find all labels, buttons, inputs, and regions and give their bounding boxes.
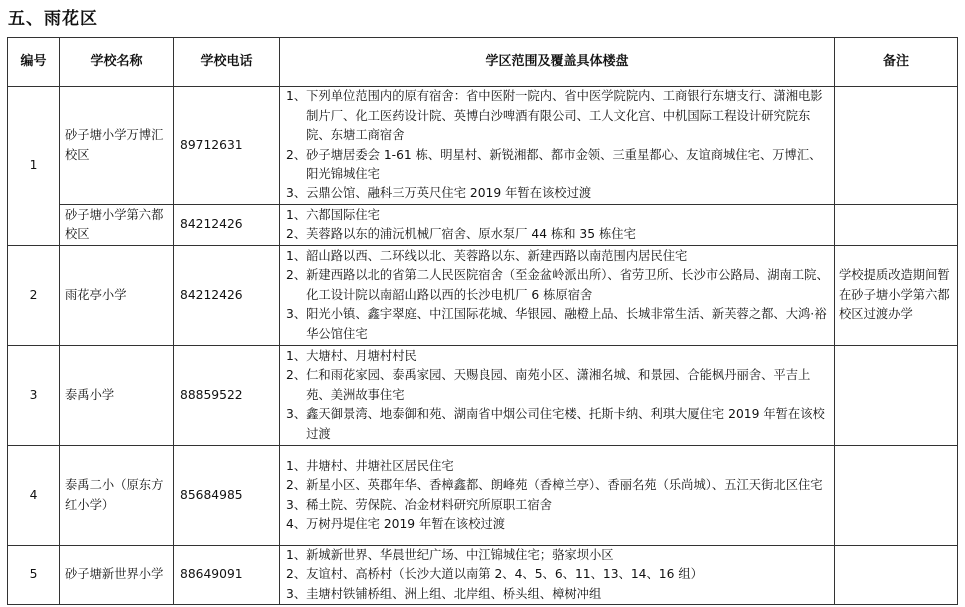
scope-item bbox=[286, 184, 830, 203]
scope-item bbox=[286, 496, 830, 515]
row-number: 4 bbox=[8, 446, 60, 546]
district-scope bbox=[280, 87, 835, 205]
scope-item-number: 2、 bbox=[286, 227, 307, 241]
header-school-tel: 学校电话 bbox=[174, 38, 280, 87]
scope-item-text: 六都国际住宅 bbox=[306, 207, 380, 222]
header-no: 编号 bbox=[8, 38, 60, 87]
table-row bbox=[8, 346, 958, 446]
scope-item-number: 1、 bbox=[286, 348, 307, 363]
scope-item-text: 仁和雨花家园、泰禹家园、天赐良园、南苑小区、潇湘名城、和景园、合能枫丹丽舍、平吉上苑、美洲故事住宅 bbox=[306, 368, 811, 402]
scope-item-text: 圭塘村铁铺桥组、洲上组、北岸组、桥头组、樟树冲组 bbox=[306, 586, 602, 601]
scope-item-number: 2、 bbox=[286, 478, 307, 493]
note: 学校提质改造期间暂在砂子塘小学第六都校区过渡办学 bbox=[835, 246, 958, 346]
school-name: 砂子塘小学万博汇校区 bbox=[60, 87, 174, 205]
school-district-table bbox=[7, 37, 958, 605]
scope-item bbox=[286, 515, 830, 534]
district-scope bbox=[280, 246, 835, 346]
scope-item bbox=[286, 266, 830, 305]
scope-item-number: 2、 bbox=[286, 368, 307, 383]
scope-item-number: 1、 bbox=[286, 548, 307, 562]
scope-item-text: 砂子塘居委会 1-61 栋、明星村、新锐湘都、都市金领、三重星都心、友谊商城住宅、万博汇、阳光锦城住宅 bbox=[306, 147, 822, 181]
scope-item-number: 2、 bbox=[286, 268, 307, 283]
note bbox=[835, 546, 958, 605]
scope-item-number: 4、 bbox=[286, 516, 307, 531]
school-tel: 88649091 bbox=[174, 546, 280, 605]
table-row bbox=[8, 246, 958, 346]
scope-item bbox=[286, 565, 830, 584]
school-tel: 89712631 bbox=[174, 87, 280, 205]
scope-item-text: 新建西路以北的省第二人民医院宿舍（至金盆岭派出所）、省劳卫所、长沙市公路局、湖南工院、化工设计院以南韶山路以西的长沙电机厂 6 栋原宿舍 bbox=[306, 268, 829, 302]
scope-item-number: 3、 bbox=[286, 407, 307, 422]
scope-item-number: 3、 bbox=[286, 186, 307, 201]
table-row bbox=[8, 546, 958, 605]
scope-item-number: 2、 bbox=[286, 147, 307, 162]
school-tel: 84212426 bbox=[174, 246, 280, 346]
scope-item bbox=[286, 476, 830, 495]
row-number: 1 bbox=[8, 87, 60, 246]
table-row bbox=[8, 87, 958, 205]
row-number: 5 bbox=[8, 546, 60, 605]
scope-item bbox=[286, 457, 830, 476]
school-name: 砂子塘小学第六都校区 bbox=[60, 205, 174, 246]
scope-item bbox=[286, 305, 830, 344]
scope-item-number: 3、 bbox=[286, 307, 307, 322]
scope-item-text: 友谊村、高桥村（长沙大道以南第 2、4、5、6、11、13、14、16 组） bbox=[306, 567, 703, 582]
scope-item bbox=[286, 87, 830, 145]
scope-item-number: 1、 bbox=[286, 207, 307, 222]
scope-item-number: 1、 bbox=[286, 89, 307, 104]
school-name: 砂子塘新世界小学 bbox=[60, 546, 174, 605]
scope-item bbox=[286, 225, 830, 244]
scope-item bbox=[286, 366, 830, 405]
school-name: 泰禹二小（原东方红小学） bbox=[60, 446, 174, 546]
scope-item-text: 井塘村、井塘社区居民住宅 bbox=[306, 458, 454, 473]
scope-item-text: 万树丹堤住宅 2019 年暂在该校过渡 bbox=[306, 516, 506, 531]
scope-item bbox=[286, 146, 830, 185]
scope-item-number: 1、 bbox=[286, 248, 307, 263]
row-number: 3 bbox=[8, 346, 60, 446]
district-scope bbox=[280, 446, 835, 546]
school-name: 雨花亭小学 bbox=[60, 246, 174, 346]
row-number: 2 bbox=[8, 246, 60, 346]
scope-item-number: 3、 bbox=[286, 497, 307, 512]
scope-item-text: 新星小区、英郡年华、香樟鑫都、朗峰苑（香樟兰亭）、香丽名苑（乐尚城）、五江天街北区住宅 bbox=[306, 478, 823, 493]
scope-item-text: 芙蓉路以东的浦沅机械厂宿舍、原水泵厂 44 栋和 35 栋住宅 bbox=[306, 227, 636, 241]
district-scope bbox=[280, 205, 835, 246]
note bbox=[835, 87, 958, 205]
school-tel: 88859522 bbox=[174, 346, 280, 446]
scope-item-text: 韶山路以西、二环线以北、芙蓉路以东、新建西路以南范围内居民住宅 bbox=[306, 248, 688, 263]
table-row bbox=[8, 446, 958, 546]
scope-item-number: 2、 bbox=[286, 567, 307, 582]
note bbox=[835, 205, 958, 246]
scope-item-text: 云鼎公馆、融科三万英尺住宅 2019 年暂在该校过渡 bbox=[306, 186, 592, 201]
scope-item-text: 稀土院、劳保院、冶金材料研究所原职工宿舍 bbox=[306, 497, 553, 512]
scope-item-text: 下列单位范围内的原有宿舍：省中医附一院内、省中医学院院内、工商银行东塘支行、潇湘电影制片厂、化工医药设计院、英博白沙啤酒有限公司、工人文化宫、中机国际工程设计研究院东院、东塘工商宿舍 bbox=[306, 89, 823, 143]
header-district-scope: 学区范围及覆盖具体楼盘 bbox=[280, 38, 835, 87]
note bbox=[835, 346, 958, 446]
table-row bbox=[8, 205, 958, 246]
scope-item bbox=[286, 347, 830, 366]
scope-item-text: 鑫天御景湾、地泰御和苑、湖南省中烟公司住宅楼、托斯卡纳、利琪大厦住宅 2019 年暂在该校过渡 bbox=[306, 407, 825, 441]
table-header-row bbox=[8, 38, 958, 87]
scope-item bbox=[286, 405, 830, 444]
scope-item bbox=[286, 546, 830, 565]
header-school-name: 学校名称 bbox=[60, 38, 174, 87]
scope-item-number: 1、 bbox=[286, 458, 307, 473]
scope-item-text: 阳光小镇、鑫宇翠庭、中江国际花城、华银园、融橙上品、长城非常生活、新芙蓉之都、大鸿·裕华公馆住宅 bbox=[306, 307, 827, 341]
scope-item-text: 新城新世界、华晨世纪广场、中江锦城住宅；骆家坝小区 bbox=[306, 548, 614, 562]
section-title: 五、雨花区 bbox=[8, 9, 98, 29]
school-name: 泰禹小学 bbox=[60, 346, 174, 446]
note bbox=[835, 446, 958, 546]
scope-item-number: 3、 bbox=[286, 586, 307, 601]
school-tel: 84212426 bbox=[174, 205, 280, 246]
school-tel: 85684985 bbox=[174, 446, 280, 546]
district-scope bbox=[280, 546, 835, 605]
scope-item bbox=[286, 206, 830, 225]
scope-item bbox=[286, 585, 830, 604]
header-note: 备注 bbox=[835, 38, 958, 87]
scope-item-text: 大塘村、月塘村村民 bbox=[306, 348, 417, 363]
scope-item bbox=[286, 247, 830, 266]
district-scope bbox=[280, 346, 835, 446]
